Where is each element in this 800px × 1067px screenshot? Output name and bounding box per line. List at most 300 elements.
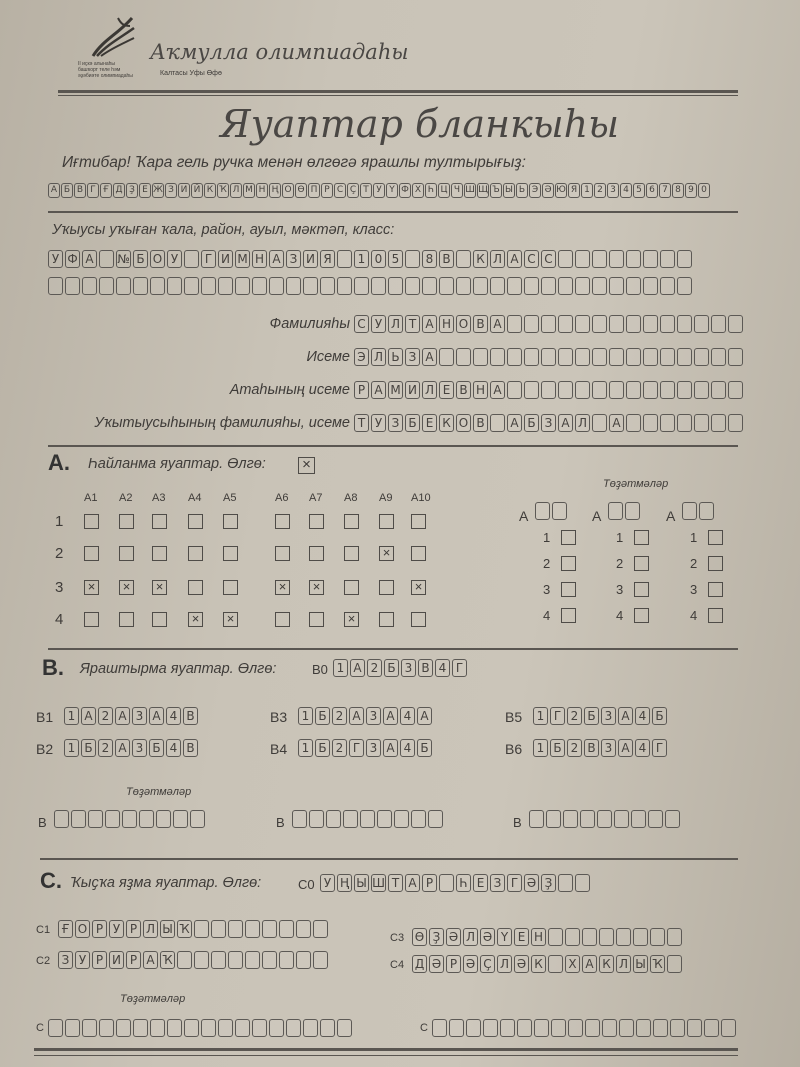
school-row-2[interactable]: [48, 277, 692, 295]
section-c-cell[interactable]: [548, 928, 563, 946]
section-a-correction-cell[interactable]: [608, 502, 623, 520]
section-c-correction-cell[interactable]: [252, 1019, 267, 1037]
field-cell[interactable]: [694, 315, 709, 333]
section-b-correction-cell[interactable]: [529, 810, 544, 828]
section-c-cell[interactable]: Ғ: [58, 920, 73, 938]
section-b-cell[interactable]: А: [383, 739, 398, 757]
field-cell[interactable]: [507, 381, 522, 399]
section-a-checkbox[interactable]: ×: [379, 546, 394, 561]
section-b-correction-cell[interactable]: [563, 810, 578, 828]
section-b-answer-cells[interactable]: [298, 739, 432, 757]
section-b-cell[interactable]: 1: [533, 739, 548, 757]
section-a-checkbox[interactable]: [344, 514, 359, 529]
section-b-correction-cell[interactable]: [122, 810, 137, 828]
field-cell[interactable]: [541, 348, 556, 366]
section-b-answer-cells[interactable]: [64, 707, 198, 725]
school-cell[interactable]: Г: [201, 250, 216, 268]
section-c-cell[interactable]: Л: [616, 955, 631, 973]
school-cell[interactable]: [388, 277, 403, 295]
section-c-cell[interactable]: Ө: [412, 928, 427, 946]
field-cell[interactable]: А: [558, 414, 573, 432]
section-a-checkbox[interactable]: [309, 612, 324, 627]
section-b-cell[interactable]: 3: [366, 707, 381, 725]
school-cell[interactable]: М: [235, 250, 250, 268]
school-cell[interactable]: [524, 277, 539, 295]
section-b-cell[interactable]: 1: [533, 707, 548, 725]
school-cell[interactable]: 8: [422, 250, 437, 268]
section-c-cell[interactable]: [565, 928, 580, 946]
field-cell[interactable]: [609, 348, 624, 366]
section-b-correction-cell[interactable]: [54, 810, 69, 828]
field-cell[interactable]: [507, 315, 522, 333]
section-a-checkbox[interactable]: [309, 546, 324, 561]
section-c-cell[interactable]: Л: [497, 955, 512, 973]
section-a-checkbox[interactable]: [411, 612, 426, 627]
field-cell[interactable]: [490, 414, 505, 432]
section-c-correction-cell[interactable]: [602, 1019, 617, 1037]
section-a-correction-box[interactable]: [561, 530, 576, 545]
school-cell[interactable]: [167, 277, 182, 295]
section-a-checkbox[interactable]: [84, 514, 99, 529]
section-c-correction-cell[interactable]: [269, 1019, 284, 1037]
section-c-answer-cells[interactable]: [58, 920, 328, 938]
field-cell[interactable]: [677, 315, 692, 333]
section-b-correction-cell[interactable]: [88, 810, 103, 828]
field-cell[interactable]: Т: [405, 315, 420, 333]
section-a-correction-cell[interactable]: [552, 502, 567, 520]
school-cell[interactable]: Л: [490, 250, 505, 268]
section-b-answer-cells[interactable]: [64, 739, 198, 757]
school-cell[interactable]: В: [439, 250, 454, 268]
section-b-correction-cell[interactable]: [190, 810, 205, 828]
section-c-correction-cell[interactable]: [150, 1019, 165, 1037]
section-c-cell[interactable]: [245, 920, 260, 938]
field-cell[interactable]: [439, 348, 454, 366]
field-cell[interactable]: [558, 381, 573, 399]
field-cell[interactable]: [728, 315, 743, 333]
section-c-cell[interactable]: И: [109, 951, 124, 969]
field-cell[interactable]: [558, 315, 573, 333]
section-c-cell[interactable]: О: [75, 920, 90, 938]
field-cell[interactable]: Л: [371, 348, 386, 366]
section-a-correction-box[interactable]: [708, 556, 723, 571]
section-c-cell[interactable]: [228, 920, 243, 938]
section-a-checkbox[interactable]: [119, 612, 134, 627]
section-c-cell[interactable]: Ә: [463, 955, 478, 973]
section-a-checkbox[interactable]: [223, 546, 238, 561]
school-cell[interactable]: [490, 277, 505, 295]
section-c-cell[interactable]: [194, 951, 209, 969]
field-cell[interactable]: [524, 315, 539, 333]
section-b-cell[interactable]: А: [81, 707, 96, 725]
section-a-checkbox[interactable]: [379, 514, 394, 529]
section-a-correction-cell[interactable]: [625, 502, 640, 520]
school-cell[interactable]: [609, 277, 624, 295]
section-a-checkbox[interactable]: ×: [275, 580, 290, 595]
field-cell[interactable]: [711, 348, 726, 366]
field-cell[interactable]: [643, 348, 658, 366]
section-b-cell[interactable]: 4: [635, 707, 650, 725]
section-c-cell[interactable]: Х: [565, 955, 580, 973]
school-cell[interactable]: [354, 277, 369, 295]
section-b-cell[interactable]: 4: [166, 707, 181, 725]
field-cells[interactable]: [354, 315, 743, 333]
field-cell[interactable]: [711, 315, 726, 333]
school-cell[interactable]: [422, 277, 437, 295]
section-a-checkbox[interactable]: [188, 546, 203, 561]
section-c-correction-cell[interactable]: [184, 1019, 199, 1037]
field-cell[interactable]: З: [541, 414, 556, 432]
section-b-correction-cell[interactable]: [631, 810, 646, 828]
section-b-cell[interactable]: 4: [635, 739, 650, 757]
section-c-correction-cell[interactable]: [619, 1019, 634, 1037]
section-b-cell[interactable]: 2: [332, 707, 347, 725]
field-cell[interactable]: Э: [354, 348, 369, 366]
section-c-correction-cell[interactable]: [704, 1019, 719, 1037]
section-b-cell[interactable]: В: [584, 739, 599, 757]
section-c-cell[interactable]: Е: [514, 928, 529, 946]
section-a-correction-box[interactable]: [634, 556, 649, 571]
section-c-cell[interactable]: З: [58, 951, 73, 969]
section-c-cell[interactable]: Р: [446, 955, 461, 973]
section-c-cell[interactable]: Л: [463, 928, 478, 946]
field-cell[interactable]: Б: [524, 414, 539, 432]
section-c-cell[interactable]: [262, 951, 277, 969]
section-a-correction-box[interactable]: [708, 530, 723, 545]
section-b-cell[interactable]: 4: [400, 707, 415, 725]
section-c-cell[interactable]: [211, 920, 226, 938]
section-b-cell[interactable]: А: [618, 739, 633, 757]
field-cells[interactable]: [354, 414, 743, 432]
section-c-cell[interactable]: [177, 951, 192, 969]
section-c-cell[interactable]: А: [582, 955, 597, 973]
section-a-correction-cell[interactable]: [699, 502, 714, 520]
school-cell[interactable]: [592, 250, 607, 268]
section-a-correction-box[interactable]: [634, 608, 649, 623]
school-cell[interactable]: [218, 277, 233, 295]
school-cell[interactable]: [575, 277, 590, 295]
section-c-cell[interactable]: Ҡ: [650, 955, 665, 973]
section-b-cell[interactable]: Б: [584, 707, 599, 725]
section-c-cell[interactable]: Р: [126, 920, 141, 938]
section-a-checkbox[interactable]: [275, 514, 290, 529]
field-cell[interactable]: [694, 348, 709, 366]
section-a-checkbox[interactable]: [223, 514, 238, 529]
section-c-correction-cell[interactable]: [133, 1019, 148, 1037]
section-b-cell[interactable]: А: [115, 739, 130, 757]
school-cell[interactable]: 5: [388, 250, 403, 268]
section-b-cell[interactable]: Б: [315, 707, 330, 725]
section-b-cell[interactable]: 2: [332, 739, 347, 757]
section-a-checkbox[interactable]: [411, 546, 426, 561]
section-c-correction-cell[interactable]: [218, 1019, 233, 1037]
field-cell[interactable]: В: [456, 381, 471, 399]
school-cell[interactable]: [405, 250, 420, 268]
school-cell[interactable]: [320, 277, 335, 295]
school-cell[interactable]: [337, 250, 352, 268]
school-cell[interactable]: [116, 277, 131, 295]
section-a-checkbox[interactable]: [344, 580, 359, 595]
section-c-correction-cell[interactable]: [517, 1019, 532, 1037]
section-c-answer-cells[interactable]: [412, 928, 682, 946]
section-a-checkbox[interactable]: ×: [119, 580, 134, 595]
section-b-cell[interactable]: А: [417, 707, 432, 725]
field-cell[interactable]: [592, 348, 607, 366]
section-b-cell[interactable]: Г: [652, 739, 667, 757]
field-cell[interactable]: У: [371, 315, 386, 333]
section-a-checkbox[interactable]: [275, 546, 290, 561]
field-cell[interactable]: А: [371, 381, 386, 399]
section-c-cell[interactable]: [582, 928, 597, 946]
section-b-correction-cell[interactable]: [173, 810, 188, 828]
field-cell[interactable]: [626, 348, 641, 366]
section-b-cell[interactable]: 1: [298, 707, 313, 725]
section-c-cell[interactable]: [650, 928, 665, 946]
field-cell[interactable]: С: [354, 315, 369, 333]
field-cell[interactable]: [558, 348, 573, 366]
section-c-cell[interactable]: [279, 920, 294, 938]
school-cell[interactable]: 0: [371, 250, 386, 268]
section-c-cell[interactable]: [296, 920, 311, 938]
field-cell[interactable]: [694, 381, 709, 399]
field-cell[interactable]: [507, 348, 522, 366]
section-c-cell[interactable]: Ә: [429, 955, 444, 973]
section-c-cell[interactable]: [296, 951, 311, 969]
section-c-cell[interactable]: [194, 920, 209, 938]
section-b-cell[interactable]: Б: [550, 739, 565, 757]
school-cell[interactable]: О: [150, 250, 165, 268]
section-c-correction-cell[interactable]: [449, 1019, 464, 1037]
section-c-correction-cell[interactable]: [534, 1019, 549, 1037]
field-cell[interactable]: Е: [439, 381, 454, 399]
school-cell[interactable]: [473, 277, 488, 295]
section-c-cell[interactable]: Ҙ: [429, 928, 444, 946]
field-cell[interactable]: У: [371, 414, 386, 432]
section-b-cell[interactable]: Г: [349, 739, 364, 757]
section-b-cell[interactable]: 3: [601, 739, 616, 757]
school-cell[interactable]: Ф: [65, 250, 80, 268]
section-b-answer-cells[interactable]: [533, 739, 667, 757]
section-c-correction-cell[interactable]: [483, 1019, 498, 1037]
section-b-correction-cell[interactable]: [614, 810, 629, 828]
field-cell[interactable]: Б: [405, 414, 420, 432]
section-c-correction-cell[interactable]: [320, 1019, 335, 1037]
field-cell[interactable]: [694, 414, 709, 432]
field-cell[interactable]: Л: [575, 414, 590, 432]
field-cell[interactable]: [575, 315, 590, 333]
section-c-cell[interactable]: Р: [92, 920, 107, 938]
field-cell[interactable]: А: [490, 315, 505, 333]
section-b-cell[interactable]: Б: [652, 707, 667, 725]
section-c-correction-cell[interactable]: [500, 1019, 515, 1037]
field-cell[interactable]: [609, 381, 624, 399]
section-a-checkbox[interactable]: [119, 546, 134, 561]
section-a-checkbox[interactable]: ×: [344, 612, 359, 627]
section-a-checkbox[interactable]: [119, 514, 134, 529]
school-cell[interactable]: [269, 277, 284, 295]
field-cell[interactable]: [643, 414, 658, 432]
section-c-cell[interactable]: [245, 951, 260, 969]
section-c-correction-cells[interactable]: [432, 1019, 736, 1037]
field-cell[interactable]: Л: [422, 381, 437, 399]
section-b-correction-cell[interactable]: [360, 810, 375, 828]
school-cell[interactable]: [235, 277, 250, 295]
section-c-cell[interactable]: Ә: [514, 955, 529, 973]
section-b-correction-cell[interactable]: [597, 810, 612, 828]
section-a-checkbox[interactable]: ×: [411, 580, 426, 595]
field-cell[interactable]: [609, 315, 624, 333]
section-c-cell[interactable]: Ҡ: [177, 920, 192, 938]
section-c-correction-cell[interactable]: [568, 1019, 583, 1037]
school-cell[interactable]: [184, 277, 199, 295]
section-b-cell[interactable]: В: [183, 739, 198, 757]
section-b-correction-cell[interactable]: [411, 810, 426, 828]
section-b-correction-cell[interactable]: [648, 810, 663, 828]
field-cell[interactable]: [677, 414, 692, 432]
section-b-cell[interactable]: 2: [98, 739, 113, 757]
school-cell[interactable]: [541, 277, 556, 295]
school-cell[interactable]: [660, 250, 675, 268]
field-cell[interactable]: [728, 381, 743, 399]
section-b-answer-cells[interactable]: [533, 707, 667, 725]
section-a-checkbox[interactable]: [152, 514, 167, 529]
field-cell[interactable]: [660, 315, 675, 333]
section-c-cell[interactable]: [633, 928, 648, 946]
section-c-cell[interactable]: Ҫ: [480, 955, 495, 973]
section-c-cell[interactable]: [667, 955, 682, 973]
field-cell[interactable]: И: [405, 381, 420, 399]
school-cell[interactable]: [643, 250, 658, 268]
section-b-correction-cell[interactable]: [139, 810, 154, 828]
school-cell[interactable]: С: [541, 250, 556, 268]
school-cell[interactable]: [575, 250, 590, 268]
field-cell[interactable]: [592, 315, 607, 333]
school-cell[interactable]: [439, 277, 454, 295]
section-c-correction-cell[interactable]: [585, 1019, 600, 1037]
section-a-checkbox[interactable]: [223, 580, 238, 595]
section-b-correction-cell[interactable]: [665, 810, 680, 828]
field-cell[interactable]: О: [456, 414, 471, 432]
field-cell[interactable]: К: [439, 414, 454, 432]
section-c-answer-cells[interactable]: [412, 955, 682, 973]
section-c-correction-cell[interactable]: [286, 1019, 301, 1037]
section-c-cell[interactable]: Ә: [446, 928, 461, 946]
field-cell[interactable]: [473, 348, 488, 366]
section-c-cell[interactable]: К: [531, 955, 546, 973]
field-cell[interactable]: В: [473, 414, 488, 432]
school-cell[interactable]: [48, 277, 63, 295]
section-a-checkbox[interactable]: [84, 546, 99, 561]
field-cell[interactable]: [592, 414, 607, 432]
section-c-correction-cell[interactable]: [653, 1019, 668, 1037]
section-c-cell[interactable]: [228, 951, 243, 969]
section-b-correction-cell[interactable]: [71, 810, 86, 828]
field-cell[interactable]: Т: [354, 414, 369, 432]
section-c-cell[interactable]: [211, 951, 226, 969]
section-a-correction-box[interactable]: [561, 556, 576, 571]
section-b-cell[interactable]: А: [383, 707, 398, 725]
section-c-correction-cell[interactable]: [551, 1019, 566, 1037]
section-b-cell[interactable]: В: [183, 707, 198, 725]
section-b-cell[interactable]: 1: [64, 707, 79, 725]
school-cell[interactable]: [82, 277, 97, 295]
section-b-cell[interactable]: Б: [315, 739, 330, 757]
section-a-checkbox[interactable]: [379, 580, 394, 595]
section-c-correction-cell[interactable]: [48, 1019, 63, 1037]
school-cell[interactable]: [507, 277, 522, 295]
field-cell[interactable]: А: [422, 315, 437, 333]
section-c-cell[interactable]: [667, 928, 682, 946]
section-a-checkbox[interactable]: ×: [223, 612, 238, 627]
field-cell[interactable]: [524, 381, 539, 399]
school-cell[interactable]: А: [269, 250, 284, 268]
section-c-correction-cell[interactable]: [235, 1019, 250, 1037]
section-b-cell[interactable]: А: [349, 707, 364, 725]
section-a-checkbox[interactable]: [309, 514, 324, 529]
section-c-correction-cell[interactable]: [65, 1019, 80, 1037]
section-c-correction-cell[interactable]: [670, 1019, 685, 1037]
section-c-correction-cell[interactable]: [201, 1019, 216, 1037]
section-b-cell[interactable]: 4: [166, 739, 181, 757]
field-cell[interactable]: [677, 381, 692, 399]
school-cell[interactable]: [592, 277, 607, 295]
field-cell[interactable]: [575, 348, 590, 366]
section-c-cell[interactable]: Ү: [497, 928, 512, 946]
school-cell[interactable]: А: [82, 250, 97, 268]
section-a-checkbox[interactable]: [188, 580, 203, 595]
field-cell[interactable]: [626, 315, 641, 333]
school-cell[interactable]: [201, 277, 216, 295]
field-cell[interactable]: [490, 348, 505, 366]
field-cell[interactable]: [677, 348, 692, 366]
field-cell[interactable]: [524, 348, 539, 366]
section-c-correction-cells[interactable]: [48, 1019, 352, 1037]
school-cell[interactable]: [558, 277, 573, 295]
field-cell[interactable]: [541, 315, 556, 333]
field-cell[interactable]: [456, 348, 471, 366]
section-c-cell[interactable]: [548, 955, 563, 973]
school-cell[interactable]: №: [117, 252, 130, 266]
field-cell[interactable]: [626, 414, 641, 432]
school-cell[interactable]: И: [303, 250, 318, 268]
section-a-checkbox[interactable]: [188, 514, 203, 529]
section-c-correction-cell[interactable]: [167, 1019, 182, 1037]
section-b-cell[interactable]: А: [115, 707, 130, 725]
section-b-cell[interactable]: 1: [298, 739, 313, 757]
section-c-correction-cell[interactable]: [116, 1019, 131, 1037]
school-cell[interactable]: [677, 277, 692, 295]
section-c-cell[interactable]: Д: [412, 955, 427, 973]
school-cell[interactable]: [252, 277, 267, 295]
section-c-cell[interactable]: Ы: [633, 955, 648, 973]
section-b-cell[interactable]: 3: [132, 739, 147, 757]
section-c-cell[interactable]: [313, 920, 328, 938]
school-cell[interactable]: З: [286, 250, 301, 268]
section-a-correction-box[interactable]: [708, 608, 723, 623]
field-cell[interactable]: Р: [354, 381, 369, 399]
section-b-cell[interactable]: 2: [98, 707, 113, 725]
section-b-answer-cells[interactable]: [298, 707, 432, 725]
section-c-cell[interactable]: К: [599, 955, 614, 973]
section-b-cell[interactable]: 4: [400, 739, 415, 757]
school-cell[interactable]: [133, 277, 148, 295]
section-b-cell[interactable]: Б: [81, 739, 96, 757]
field-cell[interactable]: [643, 381, 658, 399]
school-cell[interactable]: [303, 277, 318, 295]
section-c-cell[interactable]: Ы: [160, 920, 175, 938]
section-c-cell[interactable]: А: [143, 951, 158, 969]
section-c-correction-cell[interactable]: [687, 1019, 702, 1037]
